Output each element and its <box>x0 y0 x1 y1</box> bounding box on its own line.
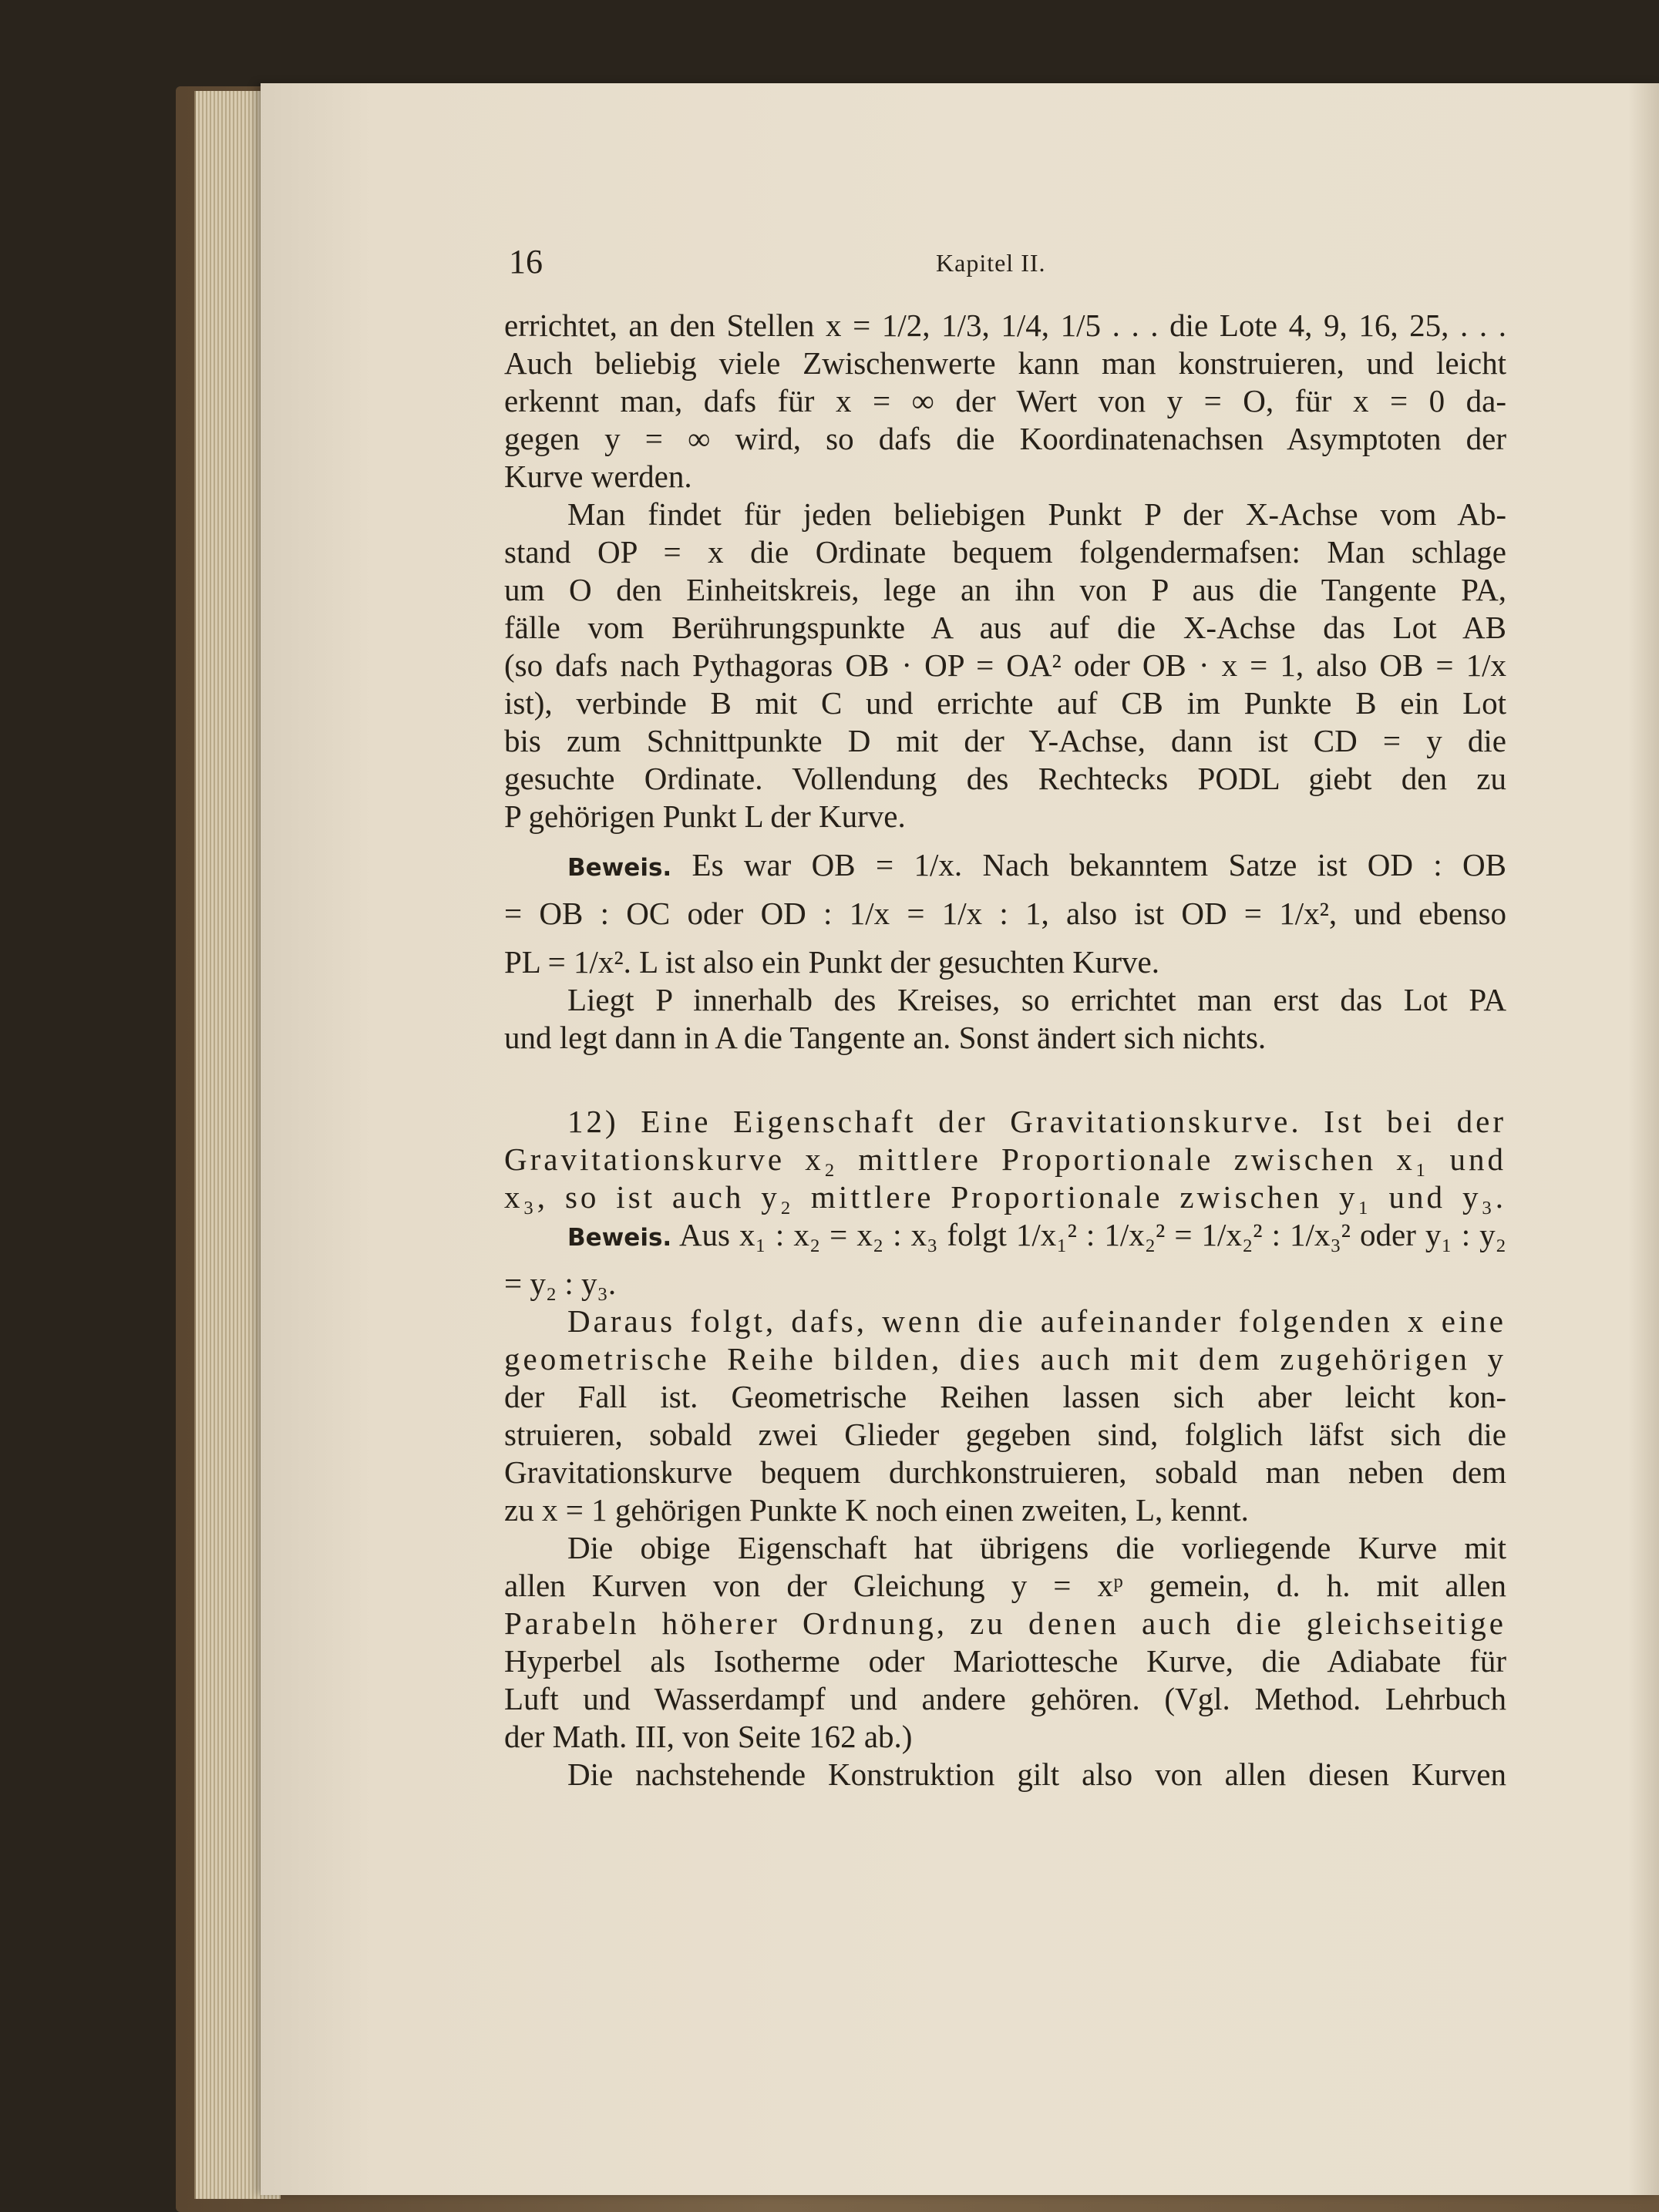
text-line: Liegt P innerhalb des Kreises, so errichtet man erst das Lot PA <box>567 982 1506 1017</box>
text-run: Aus x₁ : x₂ = x₂ : x₃ folgt 1/x₁² : 1/x₂² = 1/x₂² : 1/x₃² oder y₁ : y₂ <box>678 1217 1506 1252</box>
text-line: ist), verbinde B mit C und errichte auf CB im Punkte B ein Lot <box>504 685 1506 721</box>
text-line: gegen y = ∞ wird, so dafs die Koordinatenachsen Asymptoten der <box>504 421 1506 456</box>
text-line: Auch beliebig viele Zwischenwerte kann man konstruieren, und leicht <box>504 345 1506 381</box>
proof-line <box>504 1216 1506 1254</box>
text-line: geometrische Reihe bilden, dies auch mit dem zugehörigen y <box>504 1341 1506 1377</box>
text-line: (so dafs nach Pythagoras OB · OP = OA² oder OB · x = 1, also OB = 1/x <box>504 647 1506 683</box>
text-line: gesuchte Ordinate. Vollendung des Rechtecks PODL giebt den zu <box>504 761 1506 796</box>
page-body <box>504 307 1506 1793</box>
text-line: Gravitationskurve x₂ mittlere Proportionale zwischen x₁ und <box>504 1141 1506 1177</box>
text-line: Daraus folgt, dafs, wenn die aufeinander folgenden x eine <box>567 1303 1506 1339</box>
page-number: 16 <box>509 243 543 281</box>
text-line: bis zum Schnittpunkte D mit der Y-Achse, dann ist CD = y die <box>504 723 1506 758</box>
text-line: P gehörigen Punkt L der Kurve. <box>504 798 906 834</box>
text-line: stand OP = x die Ordinate bequem folgendermafsen: Man schlage <box>504 534 1506 570</box>
section-heading-line: 12) Eine Eigenschaft der Gravitationskurve. Ist bei der <box>567 1104 1506 1139</box>
text-line: = OB : OC oder OD : 1/x = 1/x : 1, also ist OD = 1/x², und ebenso <box>504 896 1506 931</box>
text-line: struieren, sobald zwei Glieder gegeben sind, folglich läfst sich die <box>504 1417 1506 1452</box>
proof-line <box>504 846 1506 884</box>
text-line: = y₂ : y₃. <box>504 1266 617 1301</box>
text-line: x₃, so ist auch y₂ mittlere Proportionale zwischen y₁ und y₃. <box>504 1179 1506 1215</box>
text-line: Die obige Eigenschaft hat übrigens die vorliegende Kurve mit <box>567 1530 1506 1565</box>
proof-label: Beweis. <box>567 1224 672 1252</box>
text-line: Gravitationskurve bequem durchkonstruieren, sobald man neben dem <box>504 1454 1506 1490</box>
text-line: Kurve werden. <box>504 459 692 494</box>
text-line: um O den Einheitskreis, lege an ihn von P aus die Tangente PA, <box>504 572 1506 607</box>
text-line: und legt dann in A die Tangente an. Sonst ändert sich nichts. <box>504 1020 1267 1055</box>
text-line: Man findet für jeden beliebigen Punkt P der X-Achse vom Ab- <box>567 496 1506 532</box>
text-line: der Fall ist. Geometrische Reihen lassen sich aber leicht kon- <box>504 1379 1506 1414</box>
text-line: Die nachstehende Konstruktion gilt also von allen diesen Kurven <box>567 1756 1506 1792</box>
text-line: errichtet, an den Stellen x = 1/2, 1/3, 1/4, 1/5 . . . die Lote 4, 9, 16, 25, . . . <box>504 308 1506 343</box>
text-line: Hyperbel als Isotherme oder Mariottesche Kurve, die Adiabate für <box>504 1643 1506 1679</box>
text-run: Es war OB = 1/x. Nach bekanntem Satze ist OD : OB <box>692 847 1507 882</box>
text-line: der Math. III, von Seite 162 ab.) <box>504 1719 913 1754</box>
text-line: erkennt man, dafs für x = ∞ der Wert von y = O, für x = 0 da- <box>504 383 1506 419</box>
text-line: fälle vom Berührungspunkte A aus auf die X-Achse das Lot AB <box>504 610 1506 645</box>
text-line: Parabeln höherer Ordnung, zu denen auch die gleichseitige <box>504 1605 1506 1641</box>
proof-label: Beweis. <box>567 854 672 882</box>
running-head: Kapitel II. <box>936 249 1046 277</box>
text-line: Luft und Wasserdampf und andere gehören. (Vgl. Method. Lehrbuch <box>504 1681 1506 1716</box>
text-line: allen Kurven von der Gleichung y = xᵖ gemein, d. h. mit allen <box>504 1568 1506 1603</box>
text-line: PL = 1/x². L ist also ein Punkt der gesuchten Kurve. <box>504 944 1159 980</box>
text-line: zu x = 1 gehörigen Punkte K noch einen zweiten, L, kennt. <box>504 1492 1249 1528</box>
